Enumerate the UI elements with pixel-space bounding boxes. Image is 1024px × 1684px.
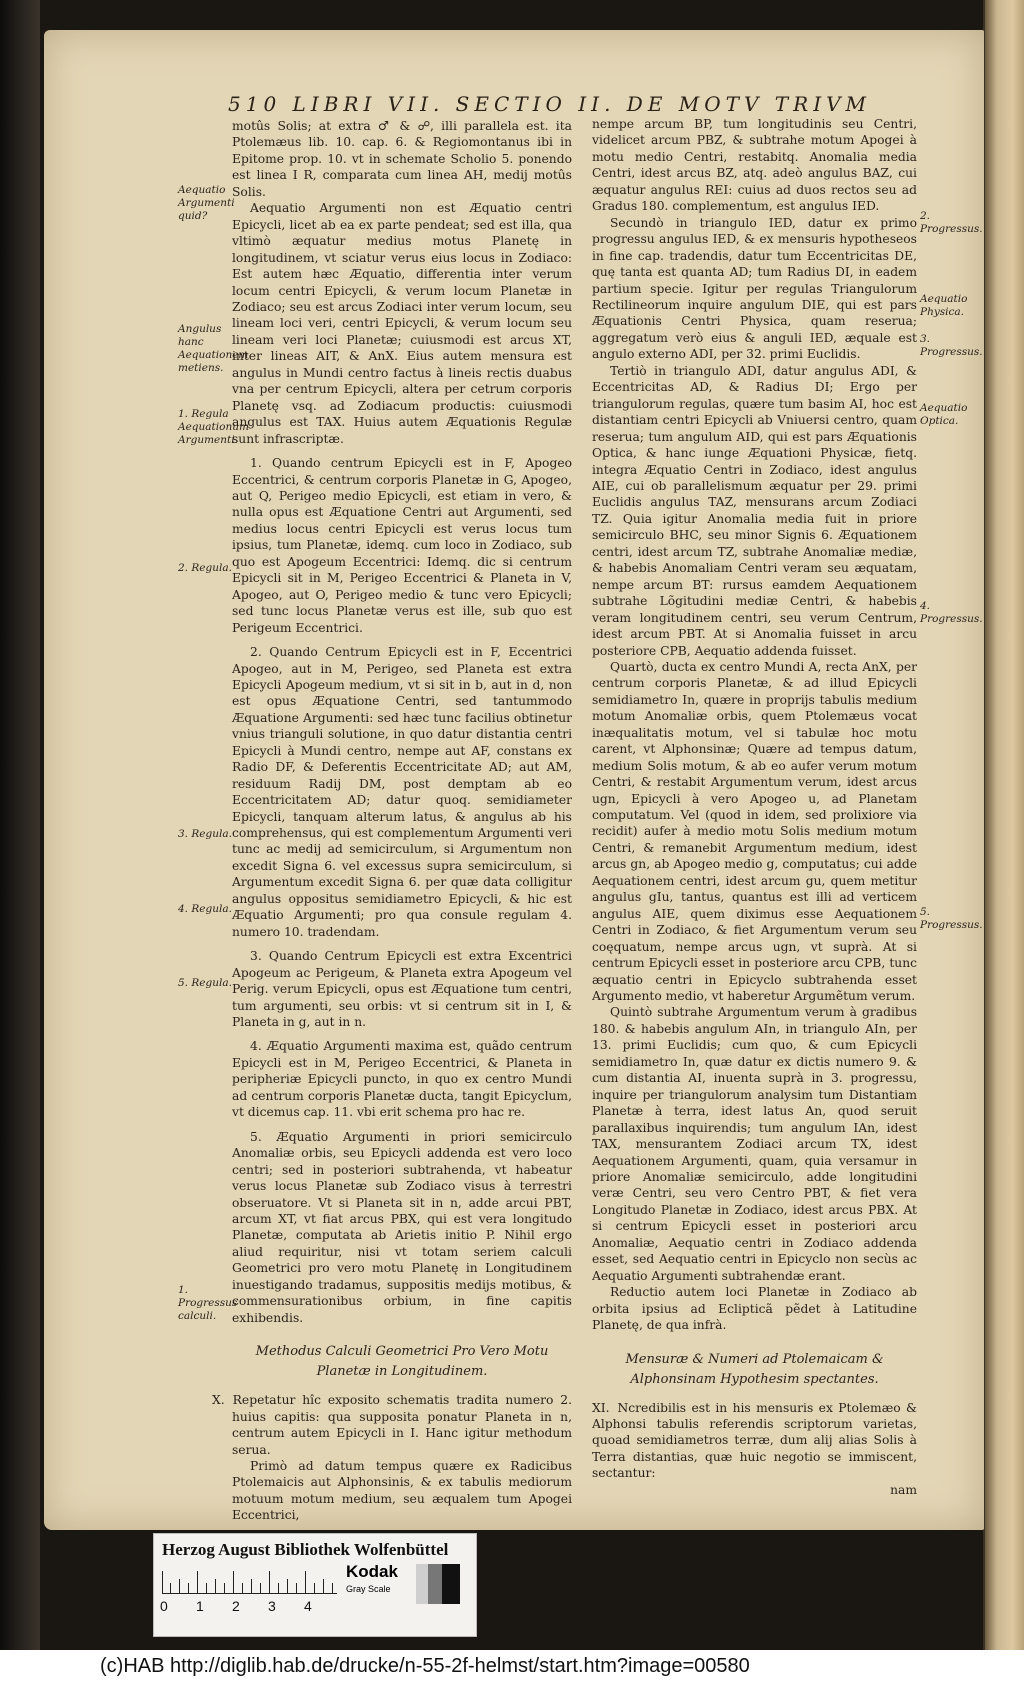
ruler-number: 3 (268, 1598, 276, 1614)
margin-note-r5: 4. Progressus. (920, 600, 983, 625)
right-column (592, 116, 917, 1498)
paragraph: Reductio autem loci Planetæ in Zodiaco ab orbita ipsius ad Eclipticã pẽdet à Latitudine Planetę, de qua infrà. (592, 1285, 917, 1333)
margin-note-r6: 5. Progressus. (920, 906, 983, 931)
paragraph: motûs Solis; at extra ♂ & ☍, illi parallela est. ita Ptolemæus lib. 10. cap. 6. & Regiomontanus ibi in Epitome prop. 10. vt in schemate Scholio 5. ponendo est linea I R, comparata cum linea AH, medij motûs Solis. (232, 119, 572, 199)
gray-scale-label: Gray Scale (346, 1584, 391, 1594)
section-text: Ncredibilis est in his mensuris ex Ptolemæo & Alphonsi tabulis referendis scriptorum varietas, quoad semidiametros terræ, dum alij alias Solis à Terra distantias, quæ huic negotio se immiscent, sectantur: (592, 1400, 917, 1481)
page-header: 510 LIBRI VII. SECTIO II. DE MOTV TRIVM (228, 92, 872, 116)
section-heading: Mensuræ & Numeri ad Ptolemaicam & Alphonsinam Hypothesim spectantes. (625, 1351, 884, 1387)
section-number: XI. (592, 1400, 610, 1415)
ruler-number: 4 (304, 1598, 312, 1614)
paragraph: 4. Æquatio Argumenti maxima est, quãdo centrum Epicycli est in M, Perigeo Eccentrici, & Planeta in peripheriæ Epicycli puncto, in quo ex centro Mundi ad centrum corporis Planetæ ducta, tangit Epicyclum, vt dicemus cap. 11. vbi erit schema pro hac re. (232, 1039, 572, 1120)
margin-note-4: 2. Regula. (178, 562, 232, 574)
section-number: X. (212, 1393, 225, 1408)
library-name: Herzog August Bibliothek Wolfenbüttel (162, 1540, 449, 1559)
paragraph: Aequatio Argumenti non est Æquatio centri Epicycli, licet ab ea ex parte pendeat; sed est illa, qua vltimò æquatur medius motus Planetę in longitudinem, vt sciatur verus eius locus in Zodiaco: Est autem hæc Æquatio, differentia inter verum locum centri Epicycli, & verum locum Planetæ in Zodiaco; seu est arcus Zodiaci inter verum locum, seu lineam loci veri, centri Epicycli, & verum locum seu lineam veri loci Planetæ; cuiusmodi est arcus XT, inter lineas AIT, & AnX. Eius autem mensura est angulus in Mundi centro factus à lineis rectis duabus vna per centrum Epicycli, altera per cetrum corporis Planetę vsq. ad Zodiacum productis: cuiusmodi angulus est TAX. Huius autem Æquationis Regulæ sunt infrascriptæ. (232, 201, 572, 446)
margin-note-3: 1. Regula Aequationum Argumenti. (178, 408, 249, 446)
kodak-logo: Kodak (346, 1562, 398, 1581)
margin-note-2: Angulus hanc Aequationem metiens. (178, 323, 249, 374)
paragraph: 1. Quando centrum Epicycli est in F, Apogeo Eccentrici, & centrum corporis Planetæ in G, Apogeo, aut Q, Perigeo medio Epicycli, est etiam in vero, & nulla opus est Æquatione Centri aut Argumenti, sed medius locus centri Epicycli est verus locus tum ipsius, tum Planetæ, idemq. cum loco in Zodiaco, sub quo est Apogeum Eccentrici: Idemq. dic si centrum Epicycli sit in M, Perigeo Eccentrici & Planeta in V, Apogeo, aut O, Perigeo medio & tunc vero Epicycli; sed tunc locus Planetæ verus est ille, sub quo est Perigeum Eccentrici. (232, 456, 572, 635)
paragraph (592, 1400, 917, 1482)
gray-swatch-mid (428, 1564, 442, 1604)
footer-bar (0, 1650, 1024, 1684)
ruler-number: 1 (196, 1598, 204, 1614)
paragraph: 5. Æquatio Argumenti in priori semicirculo Anomaliæ orbis, seu Epicycli addenda est vero loco centri; sed in posteriori subtrahenda, vt habeatur verus locus Planetæ sub Zodiaco visus à terrestri obseruatore. Vt si Planeta sit in n, adde arcui PBT, arcum XT, vt fiat arcus PBX, qui est vera longitudo Planetæ, computata ab Arietis initio P. Nihil ergo aliud requiritur, nisi vt totam seriem calculi Geometrici pro vero motu Planetę in Longitudinem inuestigando tradamus, suppositis medijs motibus, & commensurationibus orbium, in fine capitis exhibendis. (232, 1129, 572, 1325)
paragraph: Quintò subtrahe Argumentum verum à gradibus 180. & habebis angulum AIn, in triangulo AIn, per 13. primi Euclidis; cum quo, & cum Epicycli semidiametro In, quæ datur ex dictis numero 9. & cum distantia AI, inuenta suprà in 3. progressu, inquire per triangulorum analysim tum Distantiam Planetæ à terra, idest latus An, quod seruit parallaxibus inquirendis; tum angulum IAn, idest TAX, mensurantem Zodiaci arcum TX, idest Aequationem Argumenti, quam, quia versamur in priore Anomaliæ semicirculo, adde longitudini veræ Centri, seu vero Centro PBT, & fiet vera Longitudo Planetæ in Zodiaco, idest arcus PBX. At si centrum Epicycli esset in posteriori arcu Anomaliæ, Aequatio centri in Zodiaco addenda esset, sed Aequatio centri in Epicyclo non secùs ac Aequatio Argumenti subtrahendæ erant. (592, 1005, 917, 1283)
ruler-number: 2 (232, 1598, 240, 1614)
paragraph: Quartò, ducta ex centro Mundi A, recta AnX, per centrum corporis Planetæ, & ad illud Epicycli semidiametro In, quære in proprijs tabulis medium motum Anomaliæ orbis, quem Ptolemæus vocat inæqualitatis motum, vel si tabulæ hoc motu carent, vt Alphonsinæ; Quære ad tempus datum, medium Solis motum, & ab eo aufer verum motum Centri, & restabit Argumentum verum, idest arcus ugn, Epicycli à vero Apogeo u, ad Planetam computatum. Vel (quod in idem, sed prolixiore via recidit) aufer à medio motu Solis medium motum Centri, & remanebit Argumentum medium, idest arcus gn, ab Apogeo medio g, computatus; cui adde Aequationem centri, idest arcum gu, quem metitur angulus gIu, tantus, quantus est illi ad verticem angulus AIE, quem diximus esse Aequationem Centri in Zodiaco, & fiet Argumentum verum seu coęquatum, nempe arcus ugn, vt suprà. At si centrum Epicycli esset in posteriore arcu CPB, tunc æquatio centri in Epicyclo subtrahenda esset Argumento medio, vt haberetur Argumẽtum verum. (592, 659, 917, 1004)
ruler-number: 0 (160, 1598, 168, 1614)
section-heading: Methodus Calculi Geometrici Pro Vero Motu Planetæ in Longitudinem. (255, 1344, 549, 1380)
margin-note-1: Aequatio Argumenti quid? (178, 184, 235, 222)
margin-note-7: 5. Regula. (178, 977, 232, 989)
ruler (162, 1571, 337, 1594)
margin-note-5: 3. Regula. (178, 828, 232, 840)
facing-page-edge (985, 0, 1024, 1650)
book-spine (0, 0, 40, 1650)
section-text: Repetatur hîc exposito schematis tradita numero 2. huius capitis: qua supposita ponatur Planeta in n, centrum autem Epicycli in I. Hanc igitur methodum serua. (232, 1393, 572, 1457)
margin-note-6: 4. Regula. (178, 903, 232, 915)
margin-note-r4: Aequatio Optica. (920, 402, 968, 427)
gray-swatch-dark (442, 1564, 460, 1604)
paragraph: nempe arcum BP, tum longitudinis seu Centri, videlicet arcum PBZ, & subtrahe motum Apogei à motu medio Centri, restabitq. Anomalia media Centri, idest arcus BZ, atq. adeò angulus BAZ, cui æquatur angulus REI: cuius ad duos rectos seu ad Gradus 180. complementum, est angulus IED. (592, 117, 917, 214)
paragraph: 2. Quando Centrum Epicycli est in F, Eccentrici Apogeo, aut in M, Perigeo, sed Planeta est extra Epicycli Apogeum medium, vt si sit in b, aut in d, non est opus Æquatione Centri, sed tantummodo Æquatione Argumenti: sed hæc tunc facilius obtinetur vnius trianguli solutione, in quo datur distantia centri Epicycli à Mundi centro, nempe aut AF, constans ex Radio DF, & Deferentis Eccentricitate AD; aut AM, residuum Radij DM, post demptam ab eo Eccentricitatem AD; datur quoq. semidiameter Epicycli, tanquam alterum latus, & angulus ab his comprehensus, qui est complementum Argumenti veri tunc ac medij ad semicirculum, si Argumentum non excedit Signa 6. vel excessus supra semicirculum, si Argumentum excedit Signa 6. per quæ data colligitur angulus oppositus semidiametro Epicycli, & hic est Æquatio Argumenti; pro qua consule regulam 4. numero 10. tradendam. (232, 645, 572, 939)
catchword: nam (890, 1482, 917, 1497)
margin-note-r3: 3. Progressus. (920, 333, 983, 358)
paragraph: Tertiò in triangulo ADI, datur angulus ADI, & Eccentricitas AD, & Radius DI; Ergo per triangulorum regulas, quære tum basim AI, hoc est distantiam centri Epicycli ab Vniuersi centro, quam reserua; tum angulum AID, qui est pars Æquationis Optica, & hanc iunge Æquationi Physicæ, fietq. integra Æquatio Centri in Zodiaco, idest angulus AIE, cui ob parallelismum æquatur per 29. primi Euclidis angulus TAZ, mensurans arcum Zodiaci TZ. Quia igitur Anomalia media fuit in priore semicirculo BHC, seu minor Signis 6. Æquationem centri, idest arcum TZ, subtrahe Anomaliæ mediæ, & habebis Anomaliam Centri veram seu æquatam, nempe arcum BT: rursus eamdem Aequationem subtrahe Lõgitudini mediæ Centri, & habebis veram longitudinem centri, seu verum Centrum, idest arcum PBT. At si Anomalia fuisset in arcu posteriore CPB, Aequatio addenda fuisset. (592, 363, 917, 658)
margin-note-r1: 2. Progressus. (920, 210, 983, 235)
paragraph: Primò ad datum tempus quære ex Radicibus Ptolemaicis aut Alphonsinis, & ex tabulis mediorum motuum motum medium, seu æqualem tum Apogei Eccentrici, (232, 1458, 572, 1523)
copyright-url: (c)HAB http://diglib.hab.de/drucke/n-55-2f-helmst/start.htm?image=00580 (100, 1655, 750, 1677)
paragraph (212, 1392, 572, 1458)
paragraph: Secundò in triangulo IED, datur ex primo progressu angulus IED, & ex mensuris hypotheseos in fine cap. tradendis, datur tum Eccentricitas DE, quę tanta est quanta AD; tum Radius DI, in eadem partium specie. Igitur per regulas Triangulorum Rectilineorum inquire angulum DIE, qui est pars Æquationis Centri Physica, quam reserua; aggregatum verò eius & anguli IED, æquale est angulo externo ADI, per 32. primi Euclidis. (592, 215, 917, 362)
margin-note-8: 1. Progressus calculi. (178, 1284, 238, 1322)
margin-note-r2: Aequatio Physica. (920, 293, 968, 318)
paragraph: 3. Quando Centrum Epicycli est extra Excentrici Apogeum ac Perigeum, & Planeta extra Apogeum vel Perig. verum Epicycli, opus est Æquatione tum centri, tum argumenti, seu orbis: vt si centrum sit in I, & Planeta in g, aut in n. (232, 949, 572, 1030)
color-target-card (153, 1533, 477, 1637)
gray-swatch-light (416, 1564, 428, 1604)
